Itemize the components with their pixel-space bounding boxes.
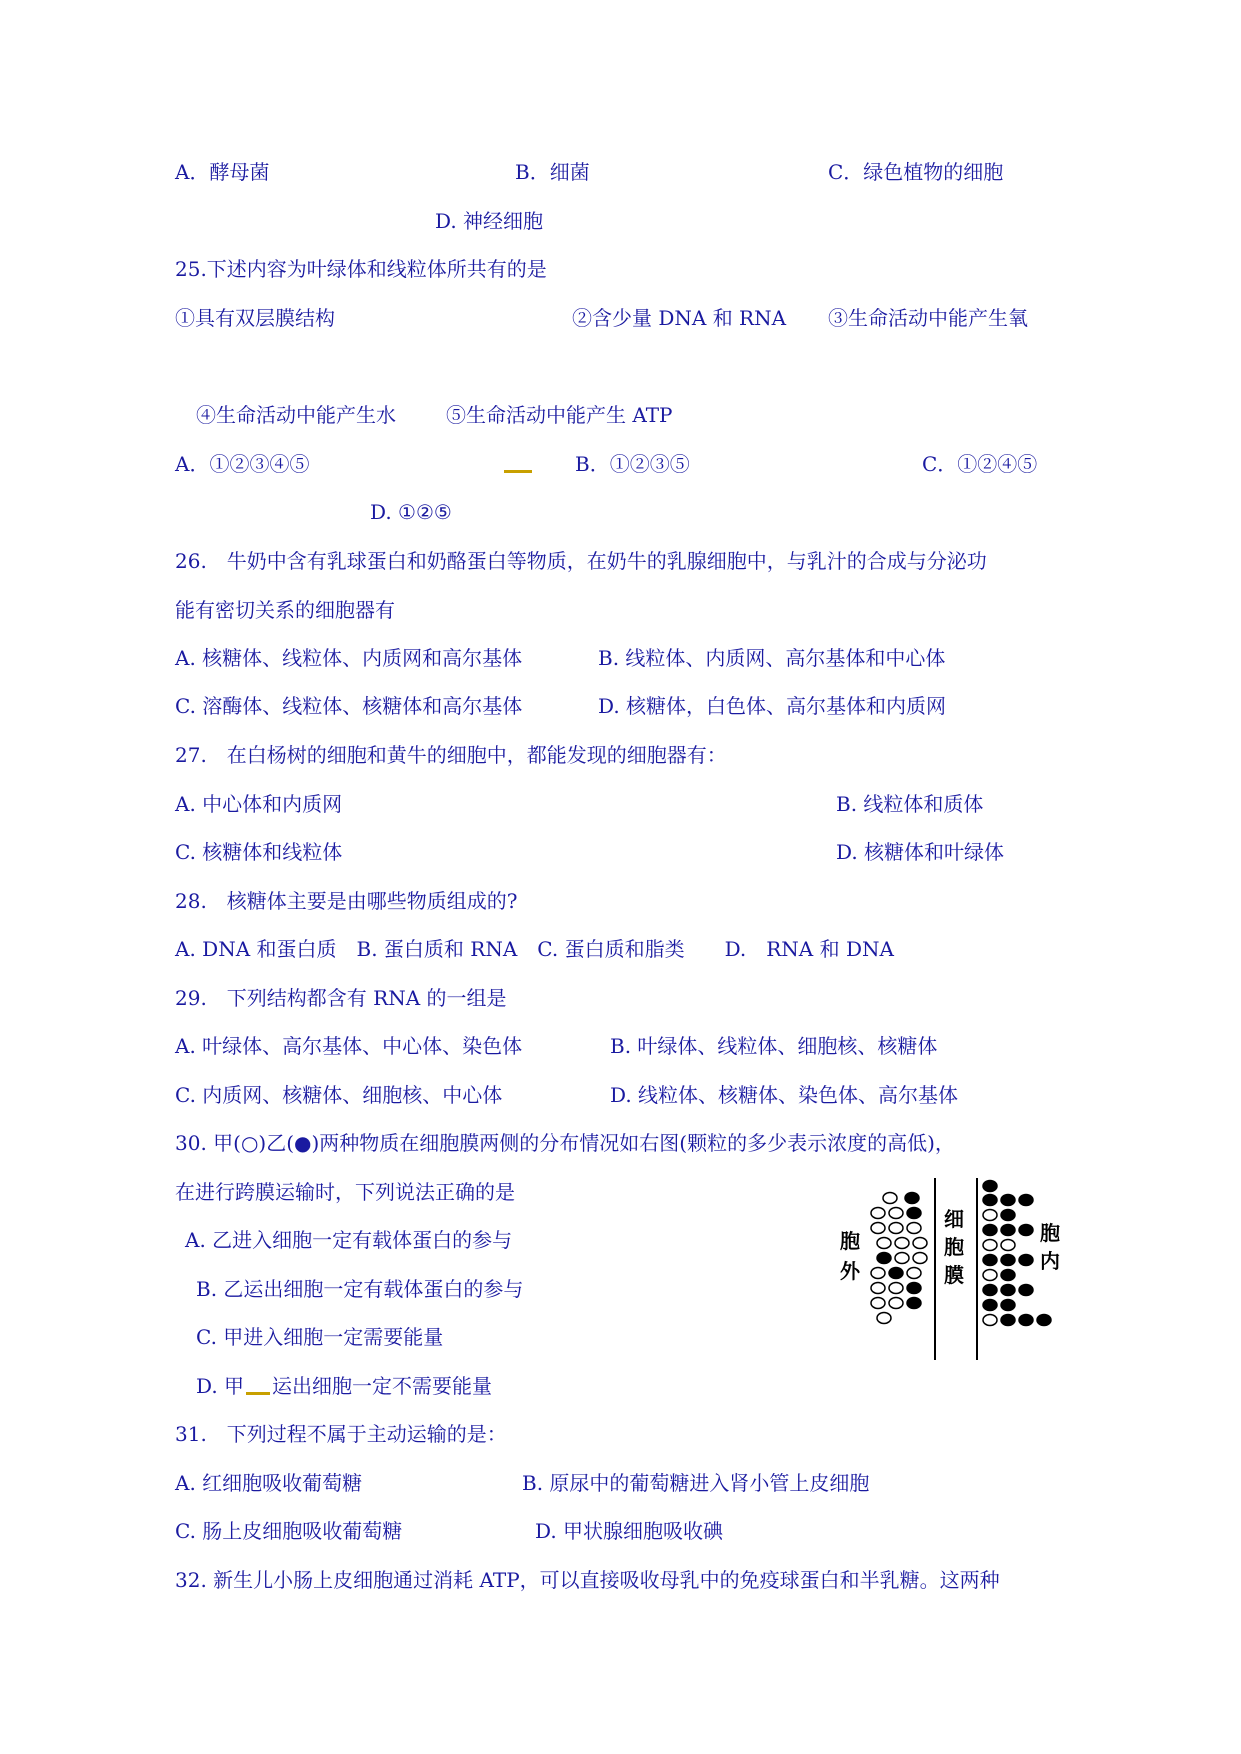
solute-jia-particle — [883, 1193, 897, 1204]
outside-label-2: 外 — [840, 1259, 860, 1283]
q24-option-b: B．细菌 — [515, 160, 590, 184]
q25-option-a: A．①②③④⑤ — [175, 452, 310, 476]
q26-option-c: C. 溶酶体、线粒体、核糖体和高尔基体 — [175, 694, 523, 718]
q24-option-d: D. 神经细胞 — [435, 209, 544, 233]
q30-option-b: B. 乙运出细胞一定有载体蛋白的参与 — [196, 1277, 524, 1301]
solute-jia-particle — [913, 1238, 927, 1249]
q25-option-c: C．①②④⑤ — [922, 452, 1038, 476]
q28-stem: 28. 核糖体主要是由哪些物质组成的? — [175, 889, 518, 913]
highlight-mark — [504, 470, 532, 473]
membrane-label-1: 细 — [944, 1207, 964, 1231]
solute-jia-particle — [1001, 1240, 1015, 1251]
membrane-label-2: 胞 — [944, 1235, 964, 1259]
q27-option-b: B. 线粒体和质体 — [836, 792, 984, 816]
solute-yi-particle — [1037, 1315, 1051, 1326]
solute-yi-particle — [1019, 1195, 1033, 1206]
solute-yi-particle — [1019, 1285, 1033, 1296]
q30-option-a: A. 乙进入细胞一定有载体蛋白的参与 — [185, 1228, 513, 1252]
q30-stem-line1: 30. 甲(○)乙(●)两种物质在细胞膜两侧的分布情况如右图(颗粒的多少表示浓度的高低)， — [175, 1131, 955, 1155]
solute-yi-particle — [907, 1298, 921, 1309]
solute-yi-particle — [907, 1283, 921, 1294]
solute-jia-particle — [889, 1208, 903, 1219]
q25-statement-5: ⑤生命活动中能产生 ATP — [446, 403, 673, 427]
q30-stem-line2: 在进行跨膜运输时，下列说法正确的是 — [175, 1180, 515, 1204]
solute-jia-particle — [889, 1298, 903, 1309]
solute-jia-particle — [983, 1270, 997, 1281]
q25-statement-1: ①具有双层膜结构 — [175, 306, 335, 330]
solute-jia-particle — [871, 1268, 885, 1279]
solute-yi-particle — [1001, 1270, 1015, 1281]
solute-yi-particle — [983, 1181, 997, 1192]
solute-jia-particle — [983, 1210, 997, 1221]
solute-jia-particle — [895, 1238, 909, 1249]
q31-stem: 31. 下列过程不属于主动运输的是： — [175, 1422, 507, 1446]
solute-yi-particle — [983, 1300, 997, 1311]
solute-yi-particle — [1019, 1225, 1033, 1236]
q25-option-d: D. ①②⑤ — [370, 500, 452, 524]
solute-yi-particle — [907, 1208, 921, 1219]
q29-option-c: C. 内质网、核糖体、细胞核、中心体 — [175, 1083, 503, 1107]
q32-stem: 32. 新生儿小肠上皮细胞通过消耗 ATP，可以直接吸收母乳中的免疫球蛋白和半乳糖。这两种 — [175, 1568, 1000, 1592]
q26-stem-line1: 26. 牛奶中含有乳球蛋白和奶酪蛋白等物质，在奶牛的乳腺细胞中，与乳汁的合成与分泌功 — [175, 549, 987, 573]
solute-yi-particle — [905, 1193, 919, 1204]
q26-option-a: A. 核糖体、线粒体、内质网和高尔基体 — [175, 646, 523, 670]
q29-option-b: B. 叶绿体、线粒体、细胞核、核糖体 — [610, 1034, 938, 1058]
solute-yi-particle — [983, 1225, 997, 1236]
membrane-diagram — [840, 1178, 1070, 1368]
q30-option-d-prefix: D. 甲 — [196, 1374, 245, 1398]
q26-option-d: D. 核糖体，白色体、高尔基体和内质网 — [598, 694, 947, 718]
solute-yi-particle — [1019, 1315, 1033, 1326]
membrane-label-3: 膜 — [944, 1263, 964, 1287]
q31-option-a: A. 红细胞吸收葡萄糖 — [175, 1471, 363, 1495]
solute-jia-particle — [871, 1223, 885, 1234]
q29-option-a: A. 叶绿体、高尔基体、中心体、染色体 — [175, 1034, 523, 1058]
q25-statement-3: ③生命活动中能产生氧 — [828, 306, 1028, 330]
q27-option-a: A. 中心体和内质网 — [175, 792, 343, 816]
solute-jia-particle — [877, 1313, 891, 1324]
q25-statement-4: ④生命活动中能产生水 — [196, 403, 396, 427]
solute-yi-particle — [1001, 1300, 1015, 1311]
q26-stem-line2: 能有密切关系的细胞器有 — [175, 598, 395, 622]
q28-options: A. DNA 和蛋白质 B. 蛋白质和 RNA C. 蛋白质和脂类 D. RNA 和 DNA — [175, 937, 894, 961]
q25-option-b: B．①②③⑤ — [575, 452, 690, 476]
solute-jia-particle — [877, 1238, 891, 1249]
q30-option-d-rest: 运出细胞一定不需要能量 — [272, 1374, 493, 1398]
inside-label-1: 胞 — [1040, 1221, 1060, 1245]
solute-yi-particle — [983, 1255, 997, 1266]
q29-option-d: D. 线粒体、核糖体、染色体、高尔基体 — [610, 1083, 959, 1107]
solute-jia-particle — [889, 1223, 903, 1234]
solute-yi-particle — [983, 1195, 997, 1206]
solute-yi-particle — [1019, 1255, 1033, 1266]
solute-jia-particle — [907, 1223, 921, 1234]
q24-option-c: C．绿色植物的细胞 — [828, 160, 1004, 184]
q29-stem: 29. 下列结构都含有 RNA 的一组是 — [175, 986, 507, 1010]
q27-stem: 27. 在白杨树的细胞和黄牛的细胞中，都能发现的细胞器有： — [175, 743, 727, 767]
solute-jia-particle — [983, 1315, 997, 1326]
solute-yi-particle — [1001, 1285, 1015, 1296]
q27-option-c: C. 核糖体和线粒体 — [175, 840, 343, 864]
solute-jia-particle — [889, 1283, 903, 1294]
solute-yi-particle — [1001, 1255, 1015, 1266]
q31-option-d: D. 甲状腺细胞吸收碘 — [535, 1519, 724, 1543]
solute-yi-particle — [1001, 1225, 1015, 1236]
solute-jia-particle — [983, 1240, 997, 1251]
solute-yi-particle — [1001, 1315, 1015, 1326]
q30-option-d — [196, 1372, 492, 1400]
q25-stem: 25.下述内容为叶绿体和线粒体所共有的是 — [175, 257, 547, 281]
solute-yi-particle — [889, 1268, 903, 1279]
solute-jia-particle — [913, 1253, 927, 1264]
q26-option-b: B. 线粒体、内质网、高尔基体和中心体 — [598, 646, 946, 670]
solute-jia-particle — [871, 1208, 885, 1219]
solute-jia-particle — [895, 1253, 909, 1264]
outside-label-1: 胞 — [840, 1229, 860, 1253]
q24-option-a: A．酵母菌 — [175, 160, 270, 184]
solute-jia-particle — [871, 1298, 885, 1309]
solute-jia-particle — [871, 1283, 885, 1294]
q27-option-d: D. 核糖体和叶绿体 — [836, 840, 1005, 864]
q30-option-c: C. 甲进入细胞一定需要能量 — [196, 1325, 444, 1349]
solute-yi-particle — [983, 1285, 997, 1296]
q31-option-b: B. 原尿中的葡萄糖进入肾小管上皮细胞 — [522, 1471, 870, 1495]
highlight-mark — [246, 1392, 270, 1395]
solute-jia-particle — [907, 1268, 921, 1279]
q25-statement-2: ②含少量 DNA 和 RNA — [572, 306, 787, 330]
solute-yi-particle — [1001, 1195, 1015, 1206]
solute-yi-particle — [1001, 1210, 1015, 1221]
q31-option-c: C. 肠上皮细胞吸收葡萄糖 — [175, 1519, 403, 1543]
solute-yi-particle — [877, 1253, 891, 1264]
inside-label-2: 内 — [1040, 1249, 1060, 1273]
